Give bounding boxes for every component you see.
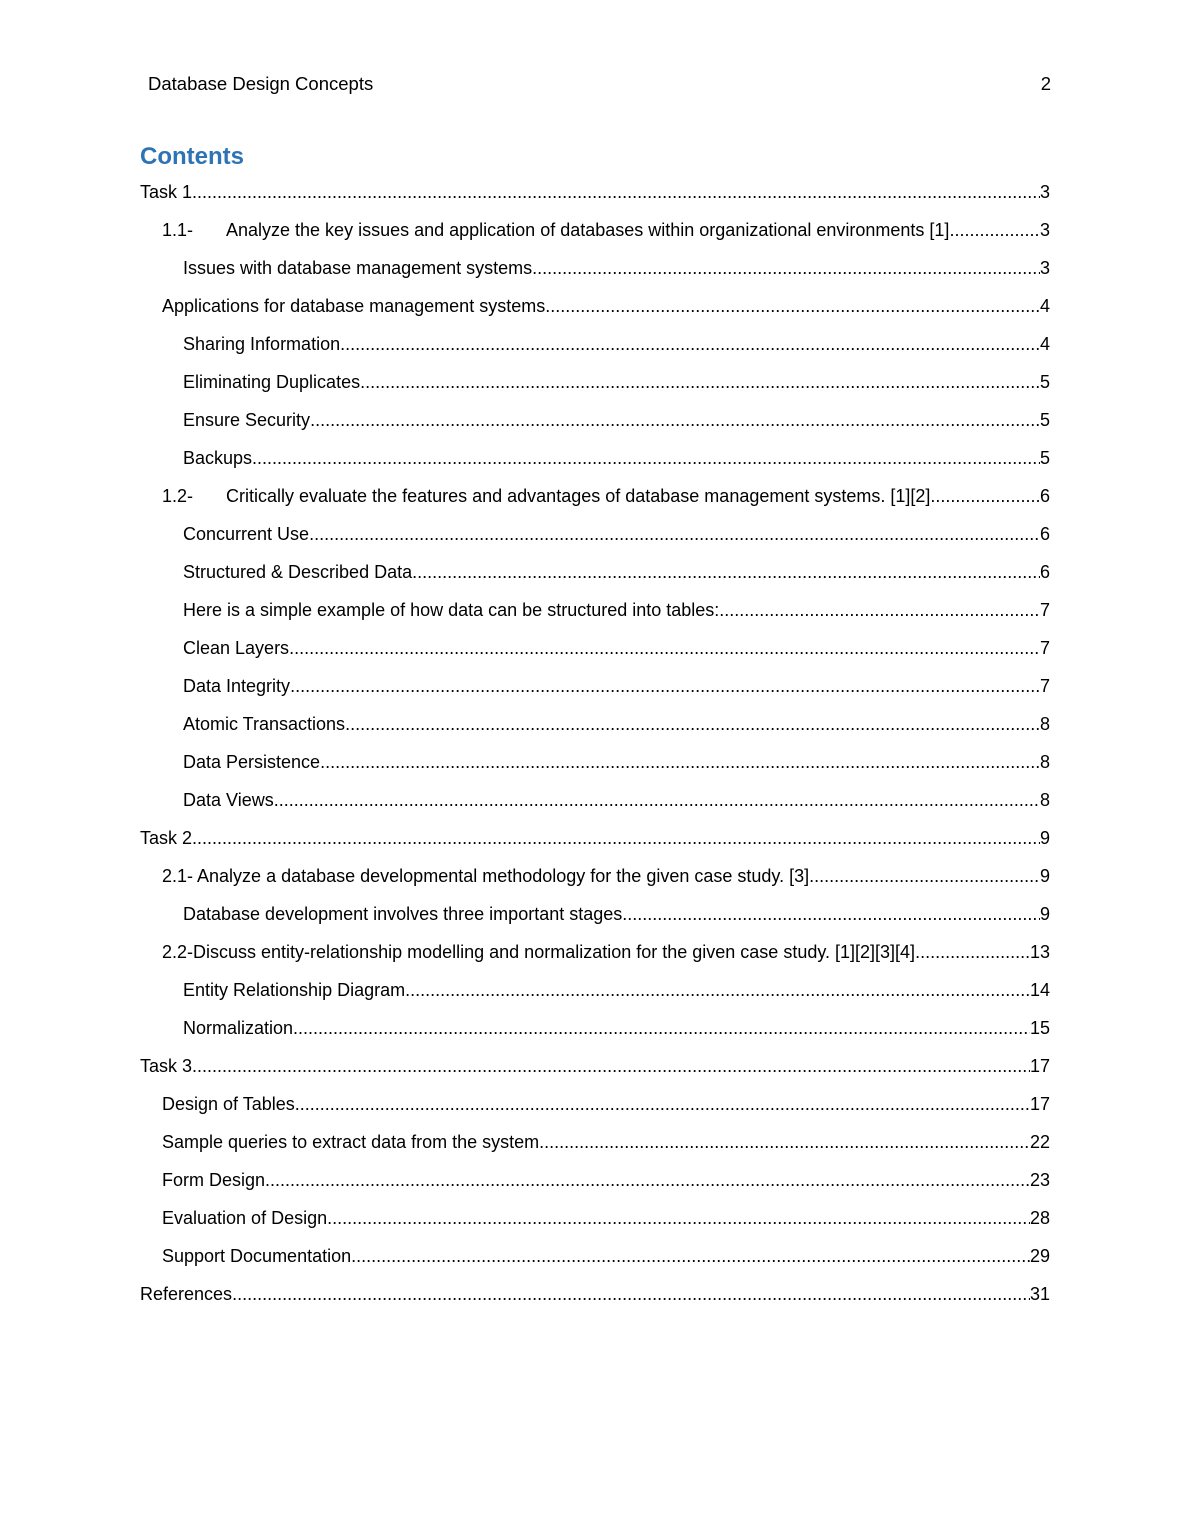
toc-entry-page: 23: [1029, 1170, 1050, 1190]
toc-dot-leader: [545, 292, 1040, 320]
toc-dot-leader: [232, 1280, 1030, 1308]
toc-entry[interactable]: [140, 1090, 1050, 1128]
toc-entry-page: 17: [1029, 1056, 1050, 1076]
toc-entry-page: 22: [1029, 1132, 1050, 1152]
toc-dot-leader: [532, 254, 1040, 282]
toc-entry[interactable]: [140, 1014, 1050, 1052]
toc-entry[interactable]: [140, 520, 1050, 558]
toc-entry-page: 9: [1039, 828, 1050, 848]
table-of-contents: [140, 178, 1050, 1318]
toc-entry[interactable]: [140, 330, 1050, 368]
toc-entry-title: Entity Relationship Diagram: [183, 980, 406, 1000]
toc-entry-page: 3: [1039, 182, 1050, 202]
toc-entry-page: 8: [1039, 714, 1050, 734]
toc-entry-page: 17: [1029, 1094, 1050, 1114]
toc-entry-title: Here is a simple example of how data can be structured into tables:: [183, 600, 720, 620]
toc-entry-title: Sharing Information: [183, 334, 341, 354]
toc-entry[interactable]: [140, 216, 1050, 254]
toc-dot-leader: [274, 786, 1040, 814]
toc-entry-page: 13: [1029, 942, 1050, 962]
toc-dot-leader: [327, 1204, 1030, 1232]
toc-entry[interactable]: [140, 786, 1050, 824]
toc-entry[interactable]: [140, 596, 1050, 634]
toc-entry-page: 9: [1039, 866, 1050, 886]
toc-entry[interactable]: [140, 976, 1050, 1014]
toc-entry-page: 9: [1039, 904, 1050, 924]
toc-entry[interactable]: [140, 1128, 1050, 1166]
toc-entry-title: 2.2-Discuss entity-relationship modelling and normalization for the given case study. [1][2][3][4]: [162, 942, 916, 962]
toc-entry[interactable]: [140, 558, 1050, 596]
toc-entry-title: Concurrent Use: [183, 524, 310, 544]
toc-dot-leader: [265, 1166, 1030, 1194]
toc-dot-leader: [405, 976, 1030, 1004]
toc-entry[interactable]: [140, 292, 1050, 330]
toc-entry[interactable]: [140, 672, 1050, 710]
toc-entry-title: Database development involves three important stages.: [183, 904, 628, 924]
toc-entry[interactable]: [140, 824, 1050, 862]
toc-entry-page: 5: [1039, 448, 1050, 468]
toc-dot-leader: [289, 634, 1040, 662]
toc-entry-page: 8: [1039, 752, 1050, 772]
toc-dot-leader: [310, 406, 1040, 434]
toc-entry[interactable]: [140, 1052, 1050, 1090]
toc-entry-title: Issues with database management systems: [183, 258, 533, 278]
document-title: Database Design Concepts: [148, 73, 374, 94]
toc-entry-title: Applications for database management systems: [162, 296, 546, 316]
toc-entry-page: 8: [1039, 790, 1050, 810]
toc-entry-title: Sample queries to extract data from the system: [162, 1132, 540, 1152]
toc-entry-title: Critically evaluate the features and advantages of database management systems. [1][2]: [226, 486, 931, 506]
toc-dot-leader: [360, 368, 1040, 396]
toc-entry-title: Task 1: [140, 182, 193, 202]
toc-entry[interactable]: [140, 1242, 1050, 1280]
toc-dot-leader: [340, 330, 1040, 358]
toc-entry-page: 7: [1039, 676, 1050, 696]
toc-entry-title: Eliminating Duplicates: [183, 372, 361, 392]
toc-entry-page: 3: [1039, 258, 1050, 278]
toc-dot-leader: [809, 862, 1040, 890]
toc-entry[interactable]: [140, 1280, 1050, 1318]
toc-entry-title: Backups: [183, 448, 253, 468]
toc-entry-page: 4: [1039, 296, 1050, 316]
toc-entry-page: 5: [1039, 410, 1050, 430]
toc-dot-leader: [345, 710, 1040, 738]
toc-entry-title: Task 3: [140, 1056, 193, 1076]
toc-entry-page: 7: [1039, 638, 1050, 658]
toc-entry-page: 6: [1039, 524, 1050, 544]
toc-entry[interactable]: [140, 1166, 1050, 1204]
toc-dot-leader: [412, 558, 1040, 586]
toc-entry-title: 2.1- Analyze a database developmental methodology for the given case study. [3]: [162, 866, 810, 886]
toc-dot-leader: [295, 1090, 1030, 1118]
toc-entry-page: 15: [1029, 1018, 1050, 1038]
toc-entry-title: Structured & Described Data: [183, 562, 413, 582]
toc-entry-page: 14: [1029, 980, 1050, 1000]
toc-heading: Contents: [140, 143, 244, 170]
toc-entry-title: Form Design: [162, 1170, 266, 1190]
toc-entry-page: 29: [1029, 1246, 1050, 1266]
toc-entry-title: Normalization: [183, 1018, 294, 1038]
toc-entry-title: Support Documentation: [162, 1246, 352, 1266]
toc-entry-page: 6: [1039, 562, 1050, 582]
toc-entry[interactable]: [140, 406, 1050, 444]
toc-dot-leader: [252, 444, 1040, 472]
toc-dot-leader: [949, 216, 1040, 244]
toc-entry-title: Data Persistence: [183, 752, 321, 772]
toc-dot-leader: [309, 520, 1040, 548]
toc-entry-title: Data Views: [183, 790, 274, 810]
toc-entry-page: 4: [1039, 334, 1050, 354]
toc-entry[interactable]: [140, 444, 1050, 482]
toc-entry-page: 28: [1029, 1208, 1050, 1228]
toc-entry-page: 7: [1039, 600, 1050, 620]
toc-dot-leader: [719, 596, 1040, 624]
toc-entry-page: 31: [1029, 1284, 1050, 1304]
toc-entry-title: Design of Tables: [162, 1094, 295, 1114]
toc-entry[interactable]: [140, 368, 1050, 406]
toc-dot-leader: [627, 900, 1040, 928]
toc-dot-leader: [192, 178, 1040, 206]
toc-entry-title: Analyze the key issues and application of databases within organizational environments [1]: [226, 220, 950, 240]
toc-entry-title: Data Integrity: [183, 676, 291, 696]
toc-entry[interactable]: [140, 254, 1050, 292]
toc-entry-title: Clean Layers: [183, 638, 290, 658]
page-header: [148, 71, 1051, 97]
toc-dot-leader: [192, 824, 1040, 852]
toc-dot-leader: [915, 938, 1030, 966]
toc-dot-leader: [290, 672, 1040, 700]
toc-dot-leader: [351, 1242, 1030, 1270]
toc-entry[interactable]: [140, 862, 1050, 900]
toc-entry-number: 1.1-: [162, 220, 194, 240]
toc-entry-page: 5: [1039, 372, 1050, 392]
toc-entry-page: 3: [1039, 220, 1050, 240]
toc-entry-page: 6: [1039, 486, 1050, 506]
toc-dot-leader: [930, 482, 1040, 510]
toc-entry-title: Evaluation of Design: [162, 1208, 328, 1228]
toc-entry-title: Ensure Security: [183, 410, 311, 430]
toc-entry[interactable]: [140, 710, 1050, 748]
toc-entry[interactable]: [140, 1204, 1050, 1242]
toc-entry-title: Task 2: [140, 828, 193, 848]
toc-entry[interactable]: [140, 482, 1050, 520]
toc-entry[interactable]: [140, 634, 1050, 672]
toc-entry-number: 1.2-: [162, 486, 194, 506]
toc-entry[interactable]: [140, 938, 1050, 976]
toc-entry[interactable]: [140, 178, 1050, 216]
toc-dot-leader: [192, 1052, 1030, 1080]
toc-dot-leader: [539, 1128, 1030, 1156]
toc-entry-title: References: [140, 1284, 233, 1304]
toc-entry[interactable]: [140, 748, 1050, 786]
toc-dot-leader: [320, 748, 1040, 776]
toc-entry[interactable]: [140, 900, 1050, 938]
toc-dot-leader: [293, 1014, 1030, 1042]
page-number: 2: [1040, 73, 1051, 94]
toc-entry-title: Atomic Transactions: [183, 714, 346, 734]
